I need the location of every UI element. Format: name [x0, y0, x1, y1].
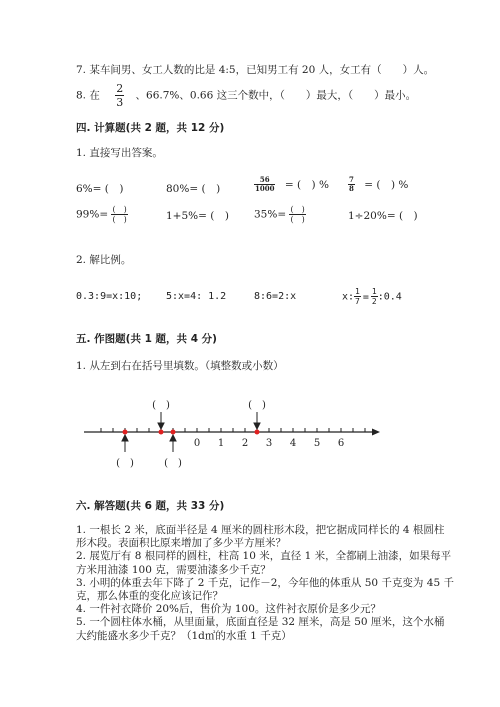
proportion-a: 0.3:9=x:10;	[76, 291, 143, 302]
fraction-denominator: 1000	[255, 184, 275, 193]
arrow-up-icon	[122, 435, 128, 441]
blank-below-1: ( )	[116, 458, 134, 469]
section-6-questions	[76, 524, 454, 643]
calc-1-div-20-percent: 1÷20%= ( )	[348, 210, 418, 222]
question-line: 大约能盛水多少千克？（1d㎡的水重 1 千克）	[76, 629, 292, 642]
question-line: 2. 展览厅有 8 根同样的圆柱，柱高 10 米，直径 1 米，全都刷上油漆，如果每平	[76, 550, 452, 563]
fraction-denominator: 8	[349, 184, 354, 193]
calc-lead: 99%=	[76, 208, 109, 221]
calc-99-percent	[76, 205, 128, 224]
fraction-two-thirds	[115, 82, 124, 109]
fraction-numerator: 1	[371, 287, 377, 296]
question-8	[76, 82, 416, 109]
proportion-d	[342, 287, 402, 306]
point-marker	[255, 430, 260, 435]
proportion-equals: =	[362, 291, 369, 303]
axis-label-4: 4	[289, 438, 297, 449]
section-4-question-1: 1. 直接写出答案。	[76, 147, 163, 159]
blank-above-2: ( )	[248, 400, 266, 411]
fraction-denominator: ( )	[290, 215, 305, 224]
axis-label-5: 5	[313, 438, 321, 449]
blank-below-2: ( )	[164, 458, 182, 469]
fraction-numerator: 2	[116, 82, 124, 95]
proportion-b: 5:x=4: 1.2	[166, 291, 227, 302]
section-4-question-2: 2. 解比例。	[76, 254, 132, 266]
fraction-numerator: ( )	[112, 205, 127, 214]
question-line: 克，那么体重的变化应该记作？	[76, 590, 223, 603]
question-8-prefix: 8. 在	[76, 89, 100, 102]
calc-tail: = ( ) %	[284, 178, 329, 191]
fraction-denominator: 7	[355, 297, 360, 306]
section-5-question-1: 1. 从左到右在括号里填数。（填整数或小数）	[76, 360, 284, 372]
calc-56-over-1000	[254, 176, 329, 193]
fraction-denominator: ( )	[112, 215, 127, 224]
calc-35-percent	[254, 205, 306, 224]
calc-lead: 35%=	[254, 208, 287, 221]
number-line-ticks	[101, 428, 365, 432]
question-7: 7. 某车间男、女工人数的比是 4:5，已知男工有 20 人，女工有（ ）人。	[76, 64, 435, 76]
proportion-tail: :0.4	[377, 291, 402, 303]
question-line: 3. 小明的体重去年下降了 2 千克，记作－2，今年他的体重从 50 千克变为 45 千	[76, 576, 454, 589]
section-4-title: 四. 计算题(共 2 题，共 12 分)	[76, 122, 225, 134]
fraction-blank	[111, 205, 127, 224]
blank-above-1: ( )	[152, 400, 170, 411]
arrow-down-icon	[158, 423, 164, 429]
fraction-numerator: 56	[254, 176, 275, 185]
number-line-labels	[194, 438, 344, 449]
calc-1-plus-5-percent: 1+5%= ( )	[166, 210, 229, 222]
axis-label-3: 3	[265, 438, 273, 449]
axis-label-2: 2	[241, 438, 249, 449]
fraction-numerator: ( )	[290, 205, 305, 214]
fraction-7-8	[348, 176, 355, 193]
question-line: 1. 一根长 2 米，底面半径是 4 厘米的圆柱形木段，把它据成同样长的 4 根圆柱	[76, 524, 445, 536]
number-line-arrow-icon	[372, 429, 380, 436]
question-line: 方米用油漆 100 克，需要油漆多少千克？	[76, 563, 271, 576]
fraction-numerator: 7	[349, 175, 354, 184]
point-marker	[159, 430, 164, 435]
question-line: 5. 一个圆柱体水桶，从里面量，底面直径是 32 厘米，高是 50 厘米，这个水桶	[76, 616, 445, 629]
proportion-c: 8:6=2:x	[254, 291, 297, 302]
calc-7-over-8	[348, 176, 408, 193]
axis-label-1: 1	[217, 438, 225, 449]
fraction-numerator: 1	[355, 287, 360, 296]
question-line: 4. 一件衬衣降价 20%后，售价为 100。这件衬衣原价是多少元？	[76, 603, 381, 616]
fraction-blank	[289, 205, 305, 224]
fraction-56-1000	[254, 176, 275, 193]
section-5-title: 五. 作图题(共 1 题，共 4 分)	[76, 333, 217, 345]
arrow-up-icon	[170, 435, 176, 441]
point-marker	[171, 430, 176, 435]
fraction-denominator: 2	[371, 297, 377, 306]
fraction-denominator: 3	[116, 96, 124, 109]
question-line: 形木段。表面积比原来增加了多少平方厘米？	[76, 537, 286, 550]
axis-label-6: 6	[337, 438, 345, 449]
section-6-title: 六. 解答题(共 6 题，共 33 分)	[76, 500, 225, 512]
fraction-1-2	[371, 287, 378, 306]
question-8-suffix: 、66.7%、0.66 这三个数中，（ ）最大，（ ）最小。	[135, 89, 417, 102]
calc-6-percent: 6%= ( )	[76, 183, 124, 195]
calc-tail: = ( ) %	[364, 178, 409, 191]
number-line	[0, 390, 500, 480]
proportion-lead: x:	[342, 291, 355, 303]
arrow-down-icon	[254, 423, 260, 429]
point-marker	[123, 430, 128, 435]
axis-label-0: 0	[193, 438, 201, 449]
fraction-1-7	[354, 287, 361, 306]
calc-80-percent: 80%= ( )	[166, 183, 221, 195]
